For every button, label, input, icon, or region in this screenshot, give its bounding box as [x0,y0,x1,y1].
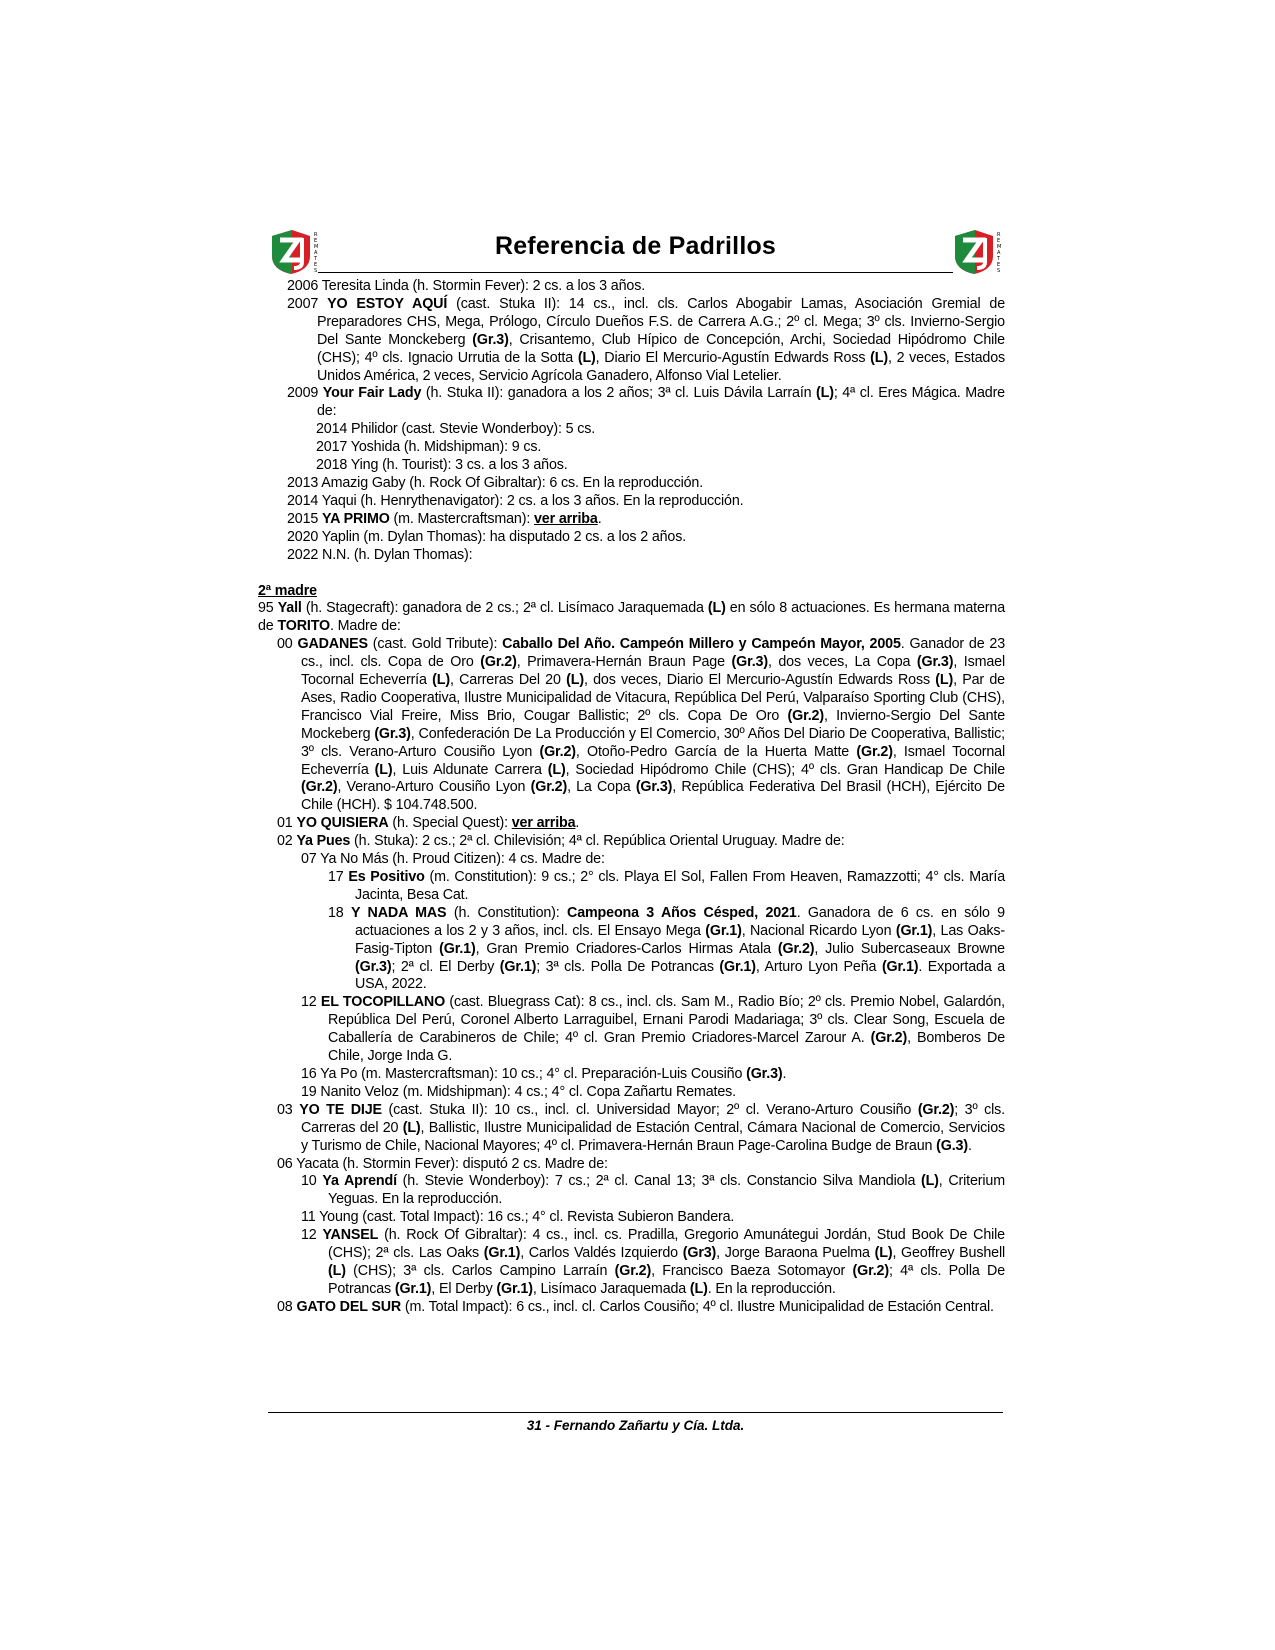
entry-line: 11 Young (cast. Total Impact): 16 cs.; 4° cl. Revista Subieron Bandera. [301,1209,735,1226]
zj-remates-logo [268,226,320,276]
entry-line: 07 Ya No Más (h. Proud Citizen): 4 cs. Madre de: [301,851,605,868]
entry-line: 2017 Yoshida (h. Midshipman): 9 cs. [316,439,542,456]
entry-line: 95 Yall (h. Stagecraft): ganadora de 2 cs.; 2ª cl. Lisímaco Jaraquemada (L) en sólo 8 actuaciones. Es hermana materna de TORITO. Madre de: [258,600,1005,635]
entry-line: 2009 Your Fair Lady (h. Stuka II): ganadora a los 2 años; 3ª cl. Luis Dávila Larraín (L); 4ª cl. Eres Mágica. Madre de: [287,385,1005,420]
svg-text:T: T [314,256,318,262]
entry-line: 06 Yacata (h. Stormin Fever): disputó 2 cs. Madre de: [277,1155,608,1172]
entry-line: 2022 N.N. (h. Dylan Thomas): [287,546,473,563]
entry-line: 2014 Philidor (cast. Stevie Wonderboy): 5 cs. [316,421,596,438]
svg-text:E: E [997,262,1001,268]
entry-line: 08 GATO DEL SUR (m. Total Impact): 6 cs., incl. cl. Carlos Cousiño; 4º cl. Ilustre Municipalidad de Estación Central. [277,1298,994,1315]
svg-text:A: A [314,250,318,256]
entry-line: 2020 Yaplin (m. Dylan Thomas): ha disputado 2 cs. a los 2 años. [287,528,687,545]
page-footer: 31 - Fernando Zañartu y Cía. Ltda. [526,1418,745,1433]
entry-line: 12 YANSEL (h. Rock Of Gibraltar): 4 cs., incl. cs. Pradilla, Gregorio Amunátegui Jordán, Stud Book De Chile (CHS); 2ª cls. Las Oaks (Gr.1), Carlos Valdés Izquierdo (Gr3), Jorge Baraona Puelma (L), Geoffrey Bushell (L) (CHS); 3ª cls. Carlos Campino Larraín (Gr.2), Francisco Baeza Sotomayor (Gr.2); 4ª cls. Polla De Potrancas (Gr.1), El Derby (Gr.1), Lisímaco Jaraquemada (L). En la reproducción. [301,1227,1005,1297]
zj-remates-logo-right [951,226,1003,276]
svg-text:S: S [997,268,1001,274]
see-above-link: ver arriba [534,510,598,527]
svg-text:E: E [997,238,1001,244]
entry-line: 03 YO TE DIJE (cast. Stuka II): 10 cs., incl. cl. Universidad Mayor; 2º cl. Verano-Arturo Cousiño (Gr.2); 3º cls. Carreras del 20 (L), Ballistic, Ilustre Municipalidad de Estación Central, Cámara Nacional de Comercio, Servicios y Turismo de Chile, Nacional Mayores; 4º cl. Primavera-Hernán Braun Page-Carolina Budge de Braun (G.3). [277,1101,1006,1154]
svg-text:A: A [997,250,1001,256]
entry-line: 10 Ya Aprendí (h. Stevie Wonderboy): 7 cs.; 2ª cl. Canal 13; 3ª cls. Constancio Silva Mandiola (L), Criterium Yeguas. En la reproducción. [301,1173,1005,1208]
svg-text:T: T [997,256,1001,262]
entry-line: 19 Nanito Veloz (m. Midshipman): 4 cs.; 4° cl. Copa Zañartu Remates. [301,1083,736,1100]
entry-line: 2013 Amazig Gaby (h. Rock Of Gibraltar): 6 cs. En la reproducción. [287,474,704,491]
page-header [268,226,1003,276]
entry-line: 00 GADANES (cast. Gold Tribute): Caballo Del Año. Campeón Millero y Campeón Mayor, 2005. Ganador de 23 cs., incl. cls. Copa de Oro (Gr.2), Primavera-Hernán Braun Page (Gr.3), dos veces, La Copa (Gr.3), Ismael Tocornal Echeverría (L), Carreras Del 20 (L), dos veces, Diario El Mercurio-Agustín Edwards Ross (L), Par de Ases, Radio Cooperativa, Ilustre Municipalidad de Vitacura, República Del Perú, Valparaíso Sporting Club (CHS), Francisco Vial Freire, Miss Brio, Cougar Ballistic; 2º cls. Copa De Oro (Gr.2), Invierno-Sergio Del Sante Mockeberg (Gr.3), Confederación De La Producción y El Comercio, 30º Años Del Diario De Cooperativa, Ballistic; 3º cls. Verano-Arturo Cousiño Lyon (Gr.2), Otoño-Pedro García de la Huerta Matte (Gr.2), Ismael Tocornal Echeverría (L), Luis Aldunate Carrera (L), Sociedad Hipódromo Chile (CHS); 4º cls. Gran Handicap De Chile (Gr.2), Verano-Arturo Cousiño Lyon (Gr.2), La Copa (Gr.3), República Federativa Del Brasil (HCH), Ejército De Chile (HCH). $ 104.748.500. [277,636,1005,814]
svg-text:E: E [314,262,318,268]
entry-line: 16 Ya Po (m. Mastercraftsman): 10 cs.; 4° cl. Preparación-Luis Cousiño (Gr.3). [301,1065,787,1082]
see-above-link: ver arriba [511,815,576,832]
entry-line: 02 Ya Pues (h. Stuka): 2 cs.; 2ª cl. Chilevisión; 4ª cl. República Oriental Uruguay. Madre de: [277,833,845,850]
zj-remates-logo-icon [951,226,1003,276]
entry-line: 2018 Ying (h. Tourist): 3 cs. a los 3 años. [316,457,568,474]
entry-line: 2007 YO ESTOY AQUÍ (cast. Stuka II): 14 cs., incl. cls. Carlos Abogabir Lamas, Asociación Gremial de Preparadores CHS, Mega, Prólogo, Círculo Dueños F.S. de Carrera A.G.; 2º cl. Mega; 3º cls. Invierno-Sergio Del Sante Monckeberg (Gr.3), Crisantemo, Club Hípico de Concepción, Archi, Sociedad Hipódromo Chile (CHS); 4º cls. Ignacio Urrutia de la Sotta (L), Diario El Mercurio-Agustín Edwards Ross (L), 2 veces, Estados Unidos América, 2 veces, Servicio Agrícola Ganadero, Alfonso Vial Letelier. [287,295,1006,384]
svg-text:M: M [997,244,1002,250]
svg-text:E: E [314,238,318,244]
entry-line: 2014 Yaqui (h. Henrythenavigator): 2 cs. a los 3 años. En la reproducción. [287,492,744,509]
pedigree-text [258,278,1006,1317]
zj-remates-logo-icon [268,226,320,276]
svg-text:R: R [997,232,1001,238]
entry-line: 01 YO QUISIERA (h. Special Quest): ver arriba. [277,815,580,832]
page-title: Referencia de Padrillos [494,232,777,260]
footer-rule [268,1412,1003,1413]
svg-text:M: M [314,244,319,250]
entry-line: 17 Es Positivo (m. Constitution): 9 cs.; 2° cls. Playa El Sol, Fallen From Heaven, Ramazzotti; 4° cls. María Jacinta, Besa Cat. [328,869,1005,903]
section-heading: 2ª madre [258,582,317,599]
entry-line: 2015 YA PRIMO (m. Mastercraftsman): ver arriba. [287,510,602,527]
entry-line: 2006 Teresita Linda (h. Stormin Fever): 2 cs. a los 3 años. [287,278,646,294]
svg-text:S: S [314,268,318,274]
entry-line: 18 Y NADA MAS (h. Constitution): Campeona 3 Años Césped, 2021. Ganadora de 6 cs. en sólo 9 actuaciones a los 2 y 3 años, incl. cls. El Ensayo Mega (Gr.1), Nacional Ricardo Lyon (Gr.1), Las Oaks-Fasig-Tipton (Gr.1), Gran Premio Criadores-Carlos Hirmas Atala (Gr.2), Julio Subercaseaux Browne (Gr.3); 2ª cl. El Derby (Gr.1); 3ª cls. Polla De Potrancas (Gr.1), Arturo Lyon Peña (Gr.1). Exportada a USA, 2022. [328,904,1006,993]
svg-text:R: R [314,232,318,238]
title-rule [318,272,953,273]
entry-line: 12 EL TOCOPILLANO (cast. Bluegrass Cat): 8 cs., incl. cls. Sam M., Radio Bío; 2º cls. Premio Nobel, Galardón, República Del Perú, Coronel Alberto Larraguibel, Ernani Parodi Madariaga; 3º cls. Clear Song, Escuela de Caballería de Carabineros de Chile; 4º cl. Gran Premio Criadores-Marcel Zarour A. (Gr.2), Bomberos De Chile, Jorge Inda G. [301,994,1005,1065]
